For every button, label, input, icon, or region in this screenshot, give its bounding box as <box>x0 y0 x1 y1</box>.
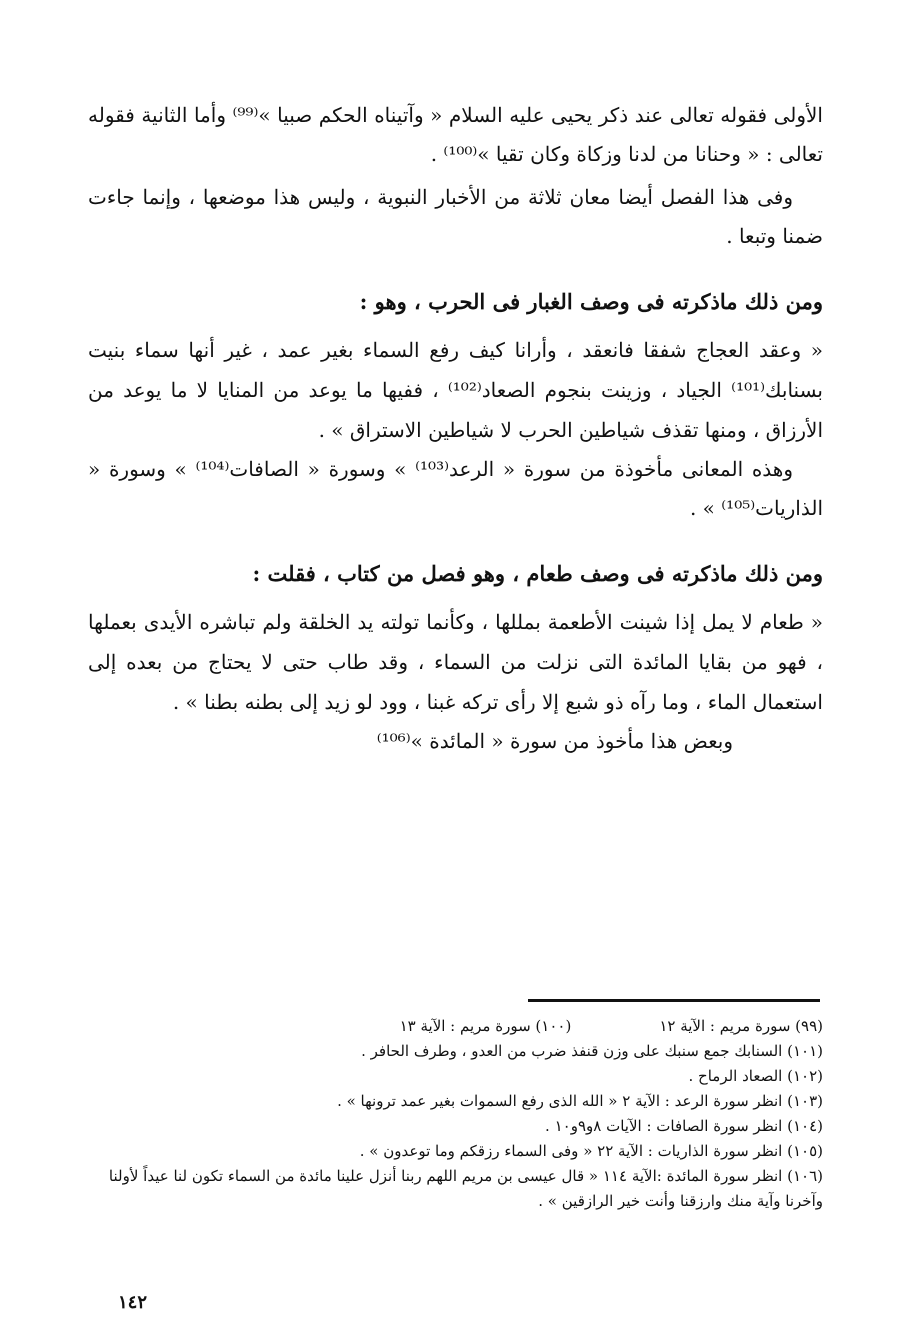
footnote-104: (١٠٤) انظر سورة الصافات : الآيات ٨و٩و١٠ . <box>545 1117 823 1135</box>
paragraph-1: الأولى فقوله تعالى عند ذكر يحيى عليه السلام « وآتيناه الحكم صبيا »⁽⁹⁹⁾ وأما الثانية فقوله تعالى : « وحنانا من لدنا وزكاة وكان تقيا »⁽¹⁰⁰⁾ . <box>88 103 823 166</box>
main-text <box>88 96 823 765</box>
footnote-divider <box>528 999 820 1002</box>
footnotes <box>88 1014 823 1214</box>
paragraph-3: وهذه المعانى مأخوذة من سورة « الرعد⁽¹⁰³⁾ » وسورة « الصافات⁽¹⁰⁴⁾ » وسورة « الذاريات⁽¹⁰⁵⁾ » . <box>88 457 823 520</box>
paragraph-4: وبعض هذا مأخوذ من سورة « المائدة »⁽¹⁰⁶⁾ <box>376 729 733 753</box>
footnote-row-99-100 <box>88 1014 823 1039</box>
footnote-106: (١٠٦) انظر سورة المائدة :الآية ١١٤ « قال عيسى بن مريم اللهم ربنا أنزل علينا مائدة من السماء تكون لنا عيداً لأولنا وآخرنا وآية منك وارزقنا وأنت خير الرازقين » . <box>108 1167 823 1210</box>
quote-food: « طعام لا يمل إذا شينت الأطعمة بمللها ، وكأنما تولته يد الخلقة ولم تباشره الأيدى بعملها ، فهو من بقايا المائدة التى نزلت من السماء ، وقد طاب حتى لا يحتاج من بعده إلى استعمال الماء ، وما رآه ذو شبع إلا رأى تركه غبنا ، وود لو زيد إلى بطنه بطنا » . <box>88 610 823 714</box>
quote-dust: « وعقد العجاج شفقا فانعقد ، وأرانا كيف رفع السماء بغير عمد ، غير أنها سماء بنيت بسنابك⁽¹⁰¹⁾ الجياد ، وزينت بنجوم الصعاد⁽¹⁰²⁾ ، ففيها ما يوعد من المنايا لا ما يوعد من الأرزاق ، ومنها تقذف شياطين الحرب لا شياطين الاستراق » . <box>88 338 823 442</box>
footnote-100: (١٠٠) سورة مريم : الآية ١٣ <box>399 1017 572 1035</box>
page-number: ١٤٢ <box>118 1292 148 1313</box>
section-heading-food: ومن ذلك ماذكرته فى وصف طعام ، وهو فصل من كتاب ، فقلت : <box>252 561 823 586</box>
footnote-99: (٩٩) سورة مريم : الآية ١٢ <box>659 1017 823 1035</box>
paragraph-2: وفى هذا الفصل أيضا معان ثلاثة من الأخبار النبوية ، وليس هذا موضعها ، وإنما جاءت ضمنا وتبعا . <box>88 185 823 248</box>
footnote-102: (١٠٢) الصعاد الرماح . <box>688 1067 823 1085</box>
footnote-103: (١٠٣) انظر سورة الرعد : الآية ٢ « الله الذى رفع السموات بغير عمد ترونها » . <box>337 1092 823 1110</box>
section-heading-dust: ومن ذلك ماذكرته فى وصف الغبار فى الحرب ، وهو : <box>359 289 823 314</box>
footnote-105: (١٠٥) انظر سورة الذاريات : الآية ٢٢ « وفى السماء رزقكم وما توعدون » . <box>359 1142 823 1160</box>
footnote-101: (١٠١) السنابك جمع سنبك على وزن قنفذ ضرب من العدو ، وطرف الحافر . <box>361 1042 823 1060</box>
